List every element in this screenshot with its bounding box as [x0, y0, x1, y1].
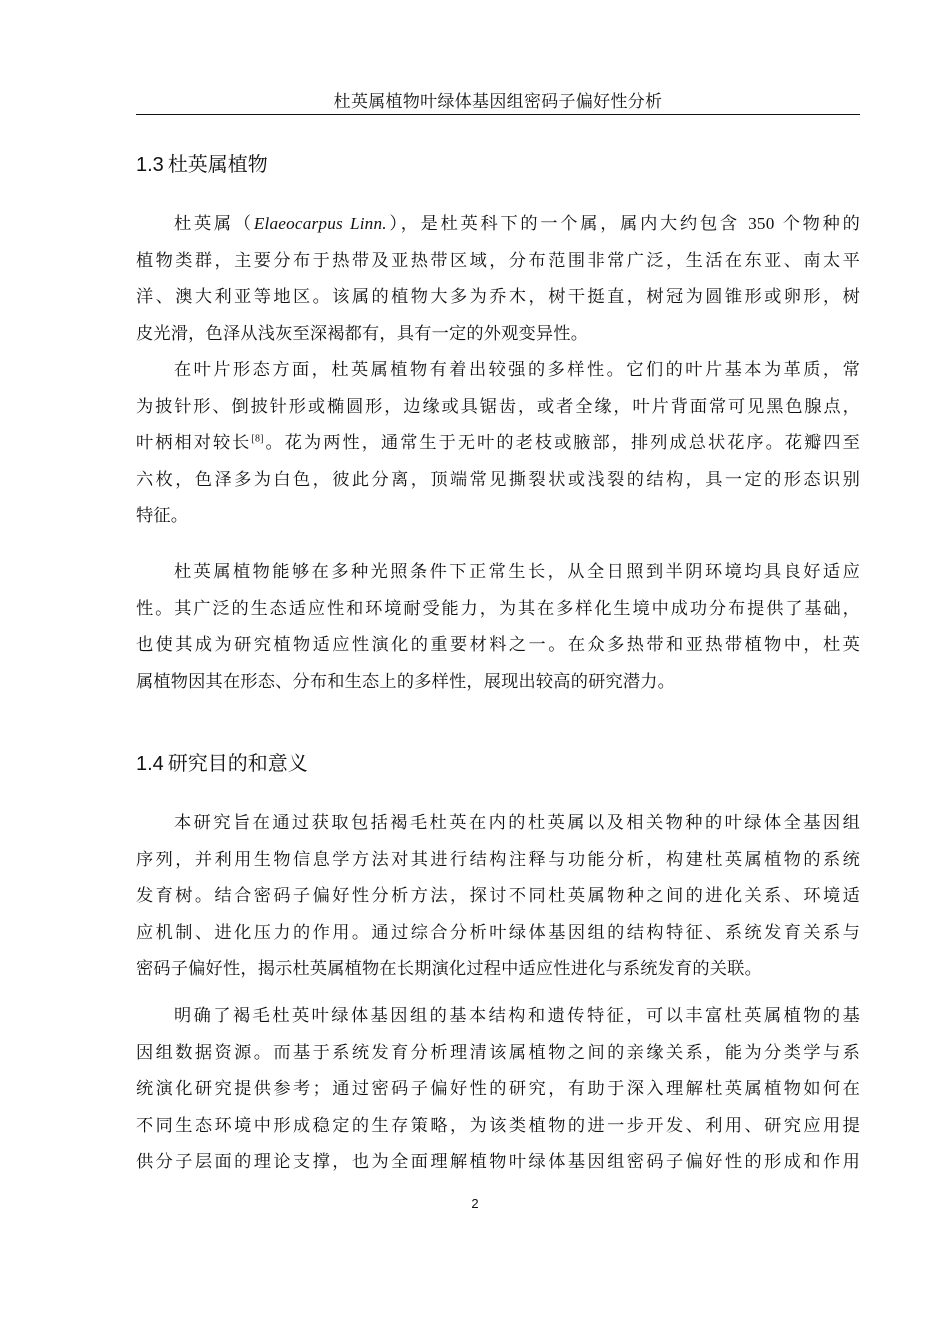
text-run: ），是杜英科下的一个属，属内大约包含: [386, 214, 740, 234]
text-line: 供分子层面的理论支撑，也为全面理解植物叶绿体基因组密码子偏好性的形成和作用: [136, 1152, 860, 1172]
text-line: 洋、澳大利亚等地区。该属的植物大多为乔木，树干挺直，树冠为圆锥形或卵形，树: [136, 287, 860, 307]
running-header: 杜英属植物叶绿体基因组密码子偏好性分析: [333, 92, 663, 112]
paragraph-leaf-morphology: [136, 352, 860, 535]
text-line: 明确了褐毛杜英叶绿体基因组的基本结构和遗传特征，可以丰富杜英属植物的基: [174, 1006, 860, 1026]
text-line: 密码子偏好性，揭示杜英属植物在长期演化过程中适应性进化与系统发育的关联。: [136, 959, 762, 979]
section-number: 1.3: [136, 154, 164, 176]
text-line: 在叶片形态方面，杜英属植物有着出较强的多样性。它们的叶片基本为革质，常: [174, 360, 860, 380]
text-line: 为披针形、倒披针形或椭圆形，边缘或具锯齿，或者全缘，叶片背面常可见黑色腺点，: [136, 396, 860, 417]
text-line: 统演化研究提供参考；通过密码子偏好性的研究，有助于深入理解杜英属植物如何在: [136, 1079, 860, 1099]
text-line: 不同生态环境中形成稳定的生存策略，为该类植物的进一步开发、利用、研究应用提: [136, 1115, 860, 1136]
section-heading-1-3: [136, 150, 268, 179]
text-line: 本研究旨在通过获取包括褐毛杜英在内的杜英属以及相关物种的叶绿体全基因组: [174, 813, 860, 833]
paragraph-research-aims: [136, 805, 860, 988]
text-line: 发育树。结合密码子偏好性分析方法，探讨不同杜英属物种之间的进化关系、环境适: [136, 886, 860, 906]
text-line: 应机制、进化压力的作用。通过综合分析叶绿体基因组的结构特征、系统发育关系与: [136, 922, 860, 943]
text-run: 个物种的: [782, 214, 860, 234]
text-line: 因组数据资源。而基于系统发育分析理清该属植物之间的亲缘关系，能为分类学与系: [136, 1042, 860, 1063]
text-line: 性。其广泛的生态适应性和环境耐受能力，为其在多样化生境中成功分布提供了基础，: [136, 598, 860, 619]
section-number: 1.4: [136, 753, 164, 775]
latin-name: Elaeocarpus Linn.: [253, 214, 387, 233]
text-line: 皮光滑，色泽从浅灰至深褐都有，具有一定的外观变异性。: [136, 323, 589, 344]
page-number: 2: [471, 1196, 479, 1211]
text-line: 特征。: [136, 506, 189, 526]
text-line: [136, 206, 860, 243]
text-run: 。花为两性，通常生于无叶的老枝或腋部，排列成总状花序。花瓣四至: [263, 433, 861, 453]
paragraph-significance: [136, 998, 860, 1181]
text-line: 六枚，色泽多为白色，彼此分离，顶端常见撕裂状或浅裂的结构，具一定的形态识别: [136, 469, 860, 490]
paragraph-ecology: [136, 554, 860, 700]
text-line: 序列，并利用生物信息学方法对其进行结构注释与功能分析，构建杜英属植物的系统: [136, 849, 860, 870]
species-count: 350: [748, 214, 775, 233]
section-heading-1-4: [136, 749, 308, 778]
text-line: 也使其成为研究植物适应性演化的重要材料之一。在众多热带和亚热带植物中，杜英: [136, 635, 860, 655]
section-title: 研究目的和意义: [167, 751, 308, 775]
header-rule: [136, 114, 860, 115]
paragraph-genus-intro: [136, 206, 860, 352]
text-line: 属植物因其在形态、分布和生态上的多样性，展现出较高的研究潜力。: [136, 671, 676, 692]
citation-marker: [8]: [251, 433, 264, 445]
text-line: 植物类群，主要分布于热带及亚热带区域，分布范围非常广泛，生活在东亚、南太平: [136, 250, 860, 271]
text-run: 杜英属（: [174, 214, 254, 234]
text-line: [136, 425, 860, 462]
section-title: 杜英属植物: [167, 152, 268, 176]
text-line: 杜英属植物能够在多种光照条件下正常生长，从全日照到半阴环境均具良好适应: [174, 562, 860, 582]
text-run: 叶柄相对较长: [136, 433, 252, 453]
